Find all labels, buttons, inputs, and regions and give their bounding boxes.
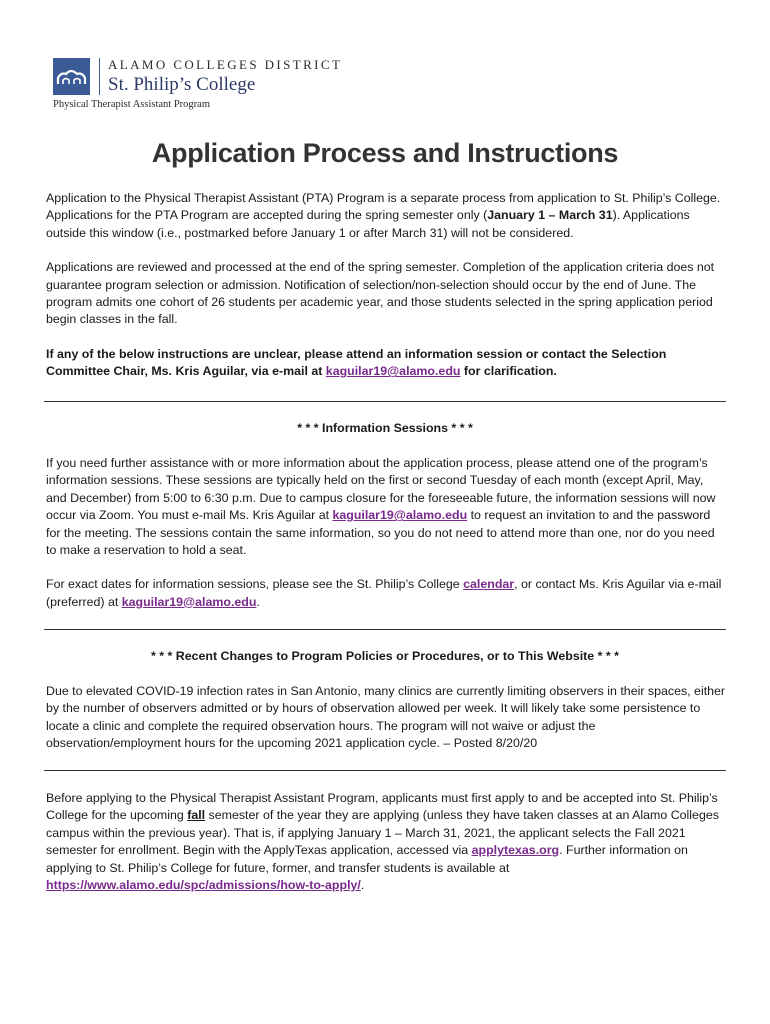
- recent-changes-paragraph: Due to elevated COVID-19 infection rates in San Antonio, many clinics are currently limiting observers in their spaces, either by the number of observers admitted or by hours of observation allowed per week. It will likely take some persistence to locate a clinic and complete the required observation hours. The program will not waive or adjust the observation/employment hours for the upcoming 2021 application cycle. – Posted 8/20/20: [46, 684, 726, 751]
- applytexas-link[interactable]: applytexas.org: [471, 843, 560, 858]
- recent-changes-heading: * * * Recent Changes to Program Policies or Procedures, or to This Website * * *: [151, 649, 619, 663]
- application-window: January 1 – March 31: [487, 208, 613, 223]
- info-sessions-paragraph-2: [46, 576, 726, 611]
- info-sessions-heading: * * * Information Sessions * * *: [297, 421, 473, 435]
- calendar-link[interactable]: calendar: [463, 577, 515, 592]
- info-text: For exact dates for information sessions, please see the St. Philip’s College: [46, 577, 464, 592]
- intro-text: for clarification.: [460, 364, 557, 379]
- logo-divider: [99, 58, 100, 95]
- apply-text: . Further information on applying to St. Philip’s College for future, former, and transfer students is available at: [46, 843, 688, 875]
- email-link[interactable]: kaguilar19@alamo.edu: [121, 594, 257, 609]
- before-applying-section: [46, 790, 726, 911]
- apply-text: .: [360, 878, 365, 893]
- college-name: St. Philip’s College: [108, 74, 256, 95]
- intro-paragraph-3: [46, 346, 726, 381]
- intro-text: ). Applications outside this window (i.e., postmarked before January 1 or after March 31) will not be considered.: [46, 208, 690, 240]
- recent-changes-section: [46, 683, 726, 770]
- apply-text: semester of the year they are applying (unless they have taken classes at an Alamo Colleges campus within the previous year). That is, if applying January 1 – March 31, 2021, the applicant selects the Fall 2021 semester for enrollment. Begin with the ApplyTexas application, accessed via: [46, 808, 719, 858]
- intro-paragraph-2: Applications are reviewed and processed at the end of the spring semester. Completion of the application criteria does not guarantee program selection or admission. Notification of selection/non-selection should occur by the end of June. The program admits one cohort of 26 students per academic year, and those students selected in the spring application period begin classes in the fall.: [46, 260, 715, 327]
- how-to-apply-link[interactable]: https://www.alamo.edu/spc/admissions/how-to-apply/: [46, 878, 361, 893]
- intro-text: If any of the below instructions are unclear, please attend an information session or contact the Selection Committee Chair, Ms. Kris Aguilar, via e-mail at: [46, 346, 667, 379]
- intro-text: Application to the Physical Therapist Assistant (PTA) Program is a separate process from application to St. Philip’s College. Applications for the PTA Program are accepted during the spring semester only (: [46, 191, 721, 223]
- college-header: [53, 55, 453, 115]
- page-title: Application Process and Instructions: [151, 138, 619, 168]
- fall-term: fall: [187, 808, 206, 823]
- info-text: , or contact Ms. Kris Aguilar via e-mail (preferred) at: [46, 577, 722, 609]
- info-text: to request an invitation to and the password for the meeting. The sessions contain the same information, so you do not need to attend more than one, nor do you need to make a reservation to hold a seat.: [46, 508, 715, 558]
- info-text: .: [256, 594, 260, 609]
- info-text: If you need further assistance with or more information about the application process, please attend one of the program’s information sessions. These sessions are typically held on the first or second Tuesday of each month (except April, May, and December) from 5:00 to 6:30 p.m. Due to campus closure for the foreseeable future, the information sessions will now occur via Zoom. You must e-mail Ms. Kris Aguilar at: [46, 456, 716, 523]
- email-link[interactable]: kaguilar19@alamo.edu: [332, 508, 468, 523]
- section-divider: [44, 401, 726, 402]
- section-divider: [44, 770, 726, 771]
- district-name: ALAMO COLLEGES DISTRICT: [108, 57, 343, 72]
- program-name: Physical Therapist Assistant Program: [53, 99, 211, 110]
- info-sessions-section: [46, 455, 726, 628]
- intro-paragraph-1: [46, 190, 726, 242]
- section-divider: [44, 629, 726, 630]
- apply-text: Before applying to the Physical Therapist Assistant Program, applicants must first apply to and be accepted into St. Philip’s College for the upcoming: [46, 791, 718, 823]
- before-applying-paragraph: [46, 790, 726, 894]
- college-logo-icon: [53, 58, 90, 95]
- intro-section: [46, 190, 726, 398]
- info-sessions-paragraph-1: [46, 455, 726, 559]
- email-link[interactable]: kaguilar19@alamo.edu: [325, 364, 461, 379]
